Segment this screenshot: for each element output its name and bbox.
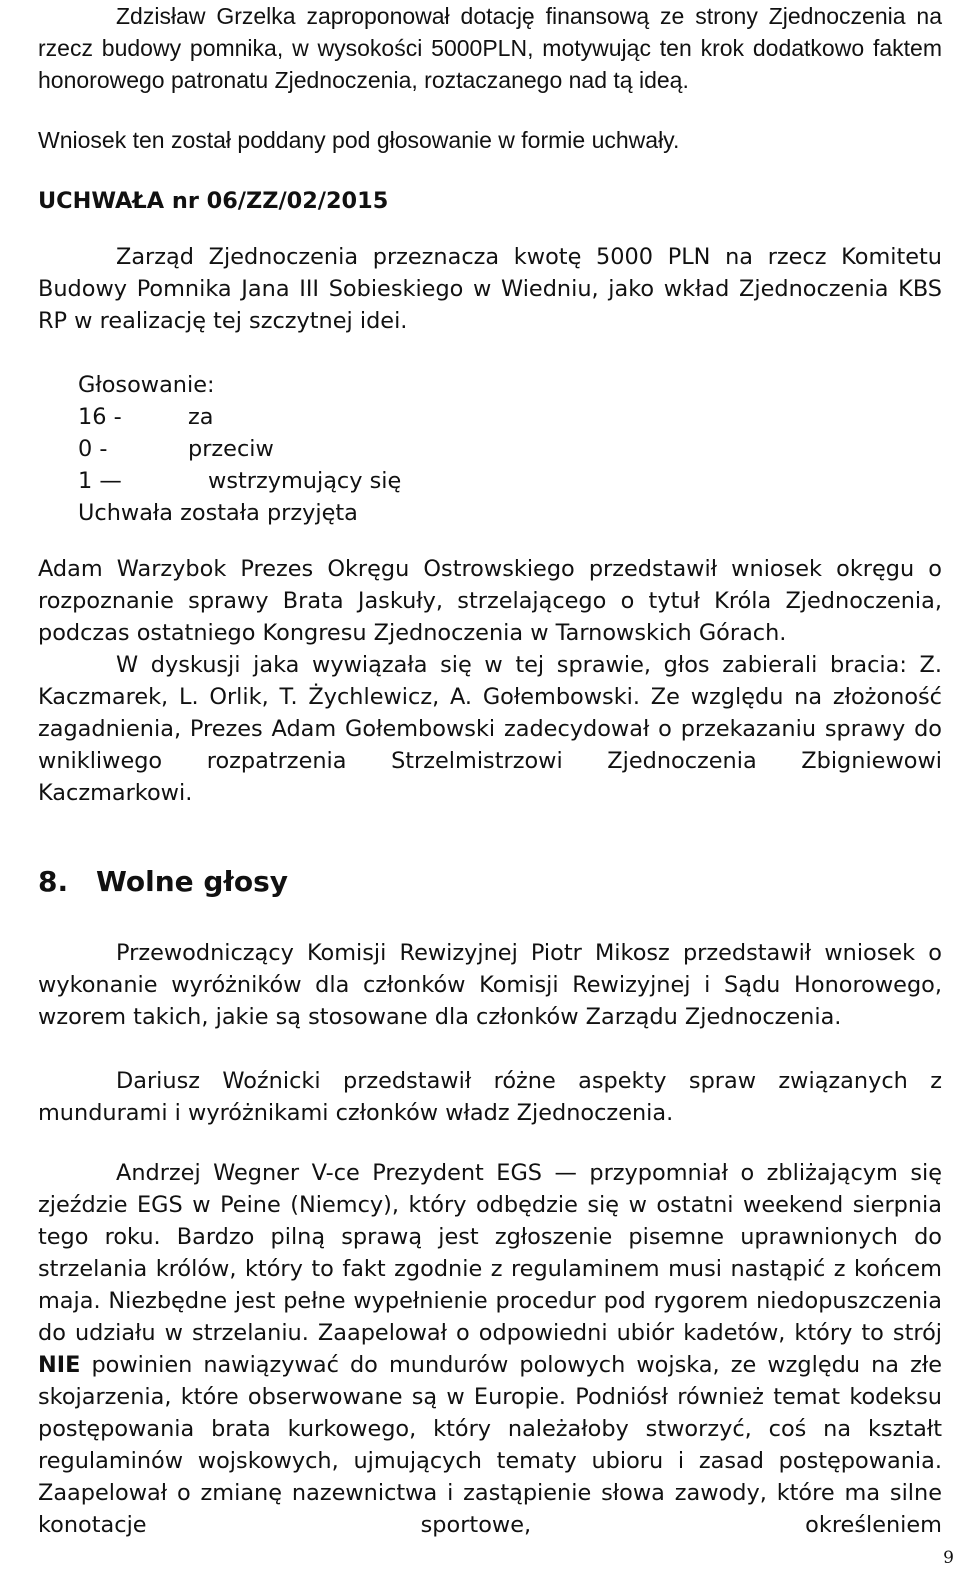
vote-count: 0 -	[78, 436, 108, 462]
section-heading	[38, 864, 288, 900]
paragraph-egs-meeting	[38, 1157, 942, 1541]
voting-block	[78, 369, 401, 529]
vote-row-abstain	[78, 465, 401, 497]
vote-label: przeciw	[188, 436, 274, 462]
voting-result: Uchwała została przyjęta	[78, 500, 358, 526]
page-number: 9	[943, 1548, 954, 1568]
paragraph-text-before-emphasis: Andrzej Wegner V-ce Prezydent EGS — przypomniał o zbliżającym się zjeździe EGS w Peine (Niemcy), który odbędzie się w ostatni weekend sierpnia tego roku. Bardzo pilną sprawą jest zgłoszenie pisemne uprawnionych do strzelania królów, który to fakt zgodnie z regulaminem musi nastąpić z końcem maja. Niezbędne jest pełne wypełnienie procedur pod rygorem niedopuszczenia do udziału w strzelaniu. Zaapelował o odpowiedni ubiór kadetów, który to strój	[38, 1160, 942, 1346]
paragraph-uniforms: Dariusz Woźnicki przedstawił różne aspekty spraw związanych z mundurami i wyróżnikami członków władz Zjednoczenia.	[38, 1068, 942, 1126]
vote-count: 16 -	[78, 404, 122, 430]
paragraph-discussion: W dyskusji jaka wywiązała się w tej sprawie, głos zabierali bracia: Z. Kaczmarek, L. Orlik, T. Żychlewicz, A. Gołembowski. Ze względu na złożoność zagadnienia, Prezes Adam Gołembowski zadecydował o przekazaniu sprawy do wnikliwego rozpatrzenia Strzelmistrzowi Zjednoczenia Zbigniewowi Kaczmarkowi.	[38, 652, 942, 806]
vote-label: za	[188, 404, 214, 430]
vote-row-against	[78, 433, 401, 465]
resolution-text: Zarząd Zjednoczenia przeznacza kwotę 5000 PLN na rzecz Komitetu Budowy Pomnika Jana III Sobieskiego w Wiedniu, jako wkład Zjednoczenia KBS RP w realizację tej szczytnej idei.	[38, 244, 942, 334]
paragraph-donation-proposal: Zdzisław Grzelka zaproponował dotację finansową ze strony Zjednoczenia na rzecz budowy pomnika, w wysokości 5000PLN, motywując ten krok dodatkowo faktem honorowego patronatu Zjednoczenia, roztaczanego nad tą ideą.	[38, 3, 942, 93]
section-title: Wolne głosy	[96, 865, 288, 898]
resolution-title: UCHWAŁA nr 06/ZZ/02/2015	[38, 188, 389, 214]
vote-label: wstrzymujący się	[208, 468, 402, 494]
paragraph-text-after-emphasis: powinien nawiązywać do mundurów polowych wojska, ze względu na złe skojarzenia, które obserwowane są w Europie. Podniósł również temat kodeksu postępowania brata kurkowego, który należałoby stworzyć, coś na kształt regulaminów wojskowych, ujmujących tematy ubioru i zasad postępowania. Zaapelował o zmianę nazewnictwa i zastąpienie słowa zawody, które ma silne konotacje sportowe, określeniem	[38, 1352, 942, 1538]
paragraph-vote-request: Wniosek ten został poddany pod głosowanie w formie uchwały.	[38, 127, 680, 153]
voting-label: Głosowanie:	[78, 372, 215, 398]
paragraph-audit-committee: Przewodniczący Komisji Rewizyjnej Piotr Mikosz przedstawił wniosek o wykonanie wyróżników dla członków Komisji Rewizyjnej i Sądu Honorowego, wzorem takich, jakie są stosowane dla członków Zarządu Zjednoczenia.	[38, 940, 942, 1030]
vote-count: 1 —	[78, 468, 122, 494]
paragraph-jaskula-case: Adam Warzybok Prezes Okręgu Ostrowskiego przedstawił wniosek okręgu o rozpoznanie sprawy Brata Jaskuły, strzelającego o tytuł Króla Zjednoczenia, podczas ostatniego Kongresu Zjednoczenia w Tarnowskich Górach.	[38, 556, 942, 646]
vote-row-for	[78, 401, 401, 433]
emphasis-not: NIE	[38, 1352, 81, 1378]
section-number: 8.	[38, 865, 69, 898]
